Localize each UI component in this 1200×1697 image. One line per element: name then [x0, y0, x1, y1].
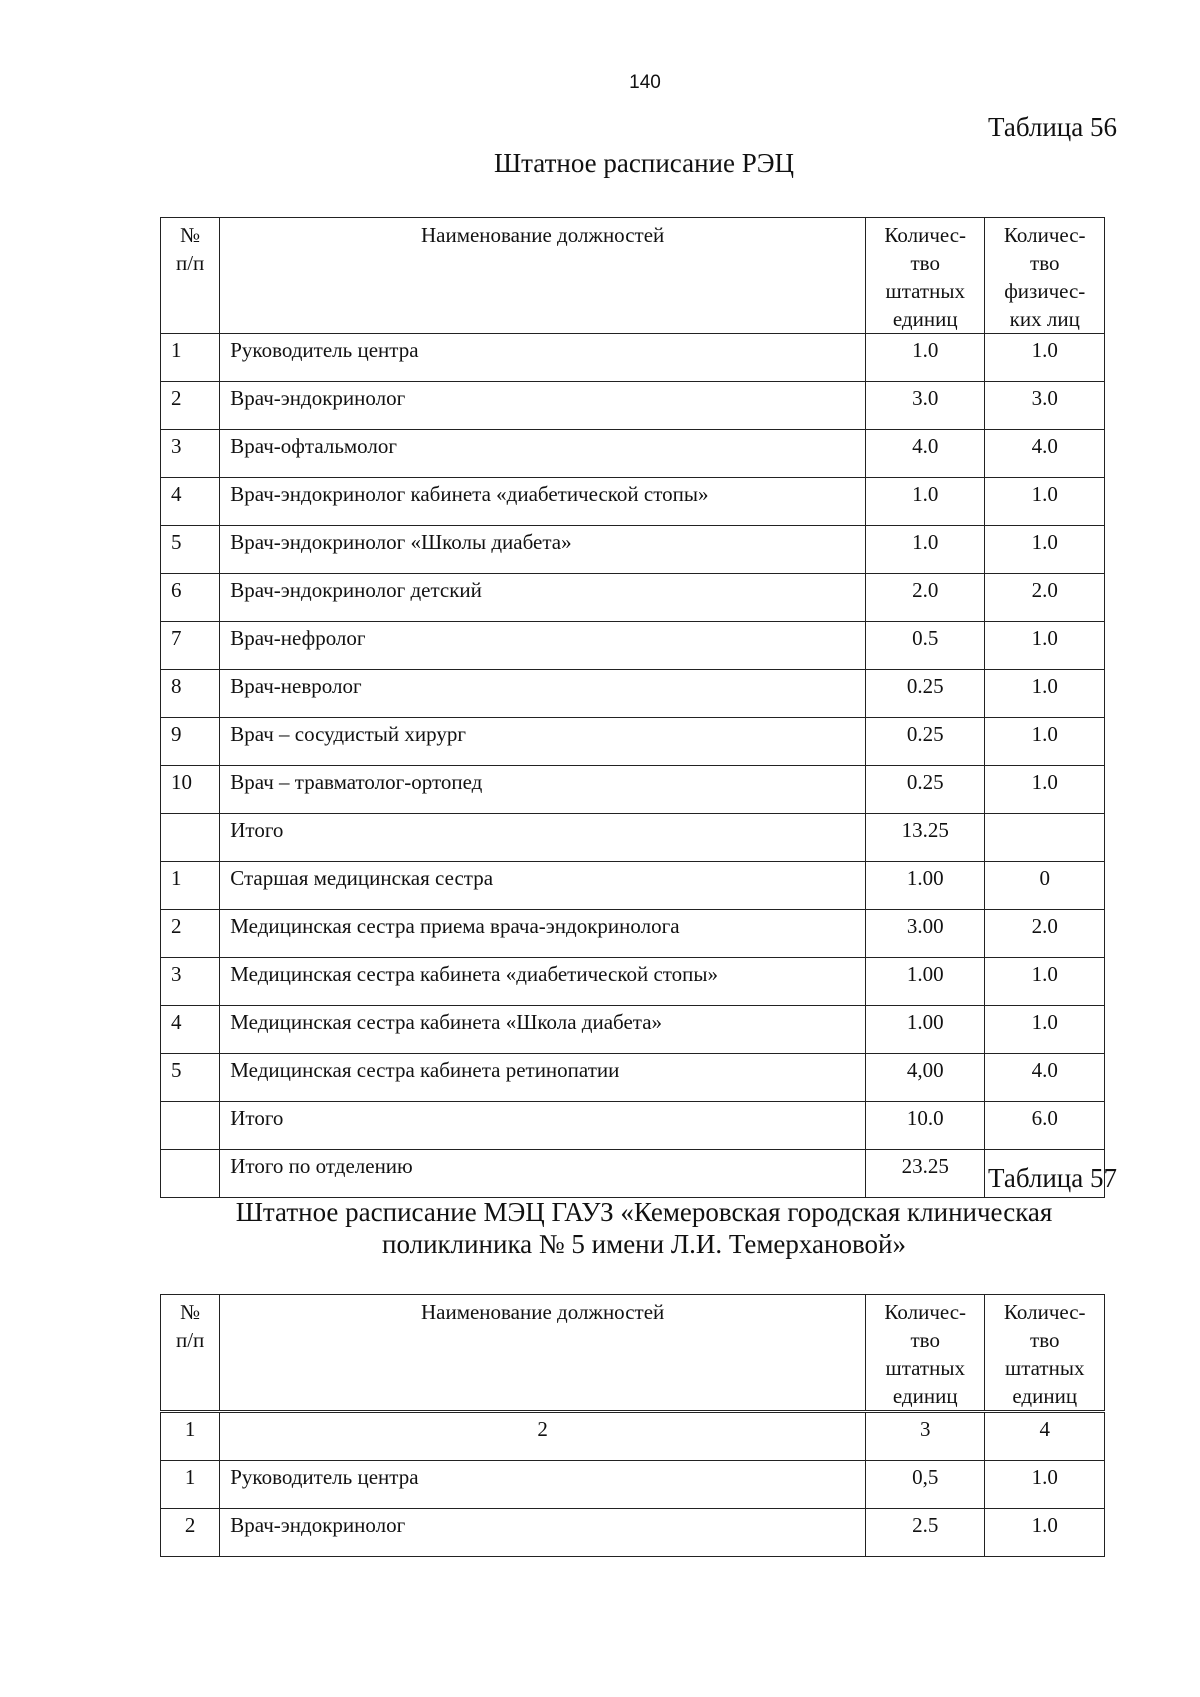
header-line: единиц — [1012, 1384, 1078, 1408]
table-57-title-line: Штатное расписание МЭЦ ГАУЗ «Кемеровская городская клиническая — [235, 1197, 1053, 1227]
row-name: Итого — [220, 1102, 866, 1150]
header-staff-units-2 — [985, 1295, 1105, 1412]
row-name: Врач-эндокринолог кабинета «диабетической стопы» — [220, 478, 866, 526]
column-number-row — [161, 1412, 1105, 1461]
table-row-subtotal — [161, 1102, 1105, 1150]
header-name: Наименование должностей — [220, 218, 866, 334]
row-physical-persons: 1.0 — [985, 622, 1105, 670]
table-header-row — [161, 1295, 1105, 1412]
row-name: Врач-эндокринолог — [220, 1509, 866, 1557]
table-row — [161, 1054, 1105, 1102]
header-line: единиц — [892, 1384, 958, 1408]
table-row — [161, 910, 1105, 958]
table-row — [161, 1509, 1105, 1557]
table-56 — [160, 217, 1105, 1198]
table-row — [161, 574, 1105, 622]
header-line: единиц — [892, 307, 958, 331]
table-row — [161, 430, 1105, 478]
row-staff-units: 3.00 — [865, 910, 985, 958]
header-line: Количес- — [884, 223, 967, 247]
row-num — [161, 1150, 220, 1198]
table-row — [161, 382, 1105, 430]
table-row — [161, 622, 1105, 670]
row-physical-persons: 0 — [985, 862, 1105, 910]
row-physical-persons: 4.0 — [985, 430, 1105, 478]
table-row — [161, 862, 1105, 910]
header-line: штатных — [885, 279, 965, 303]
table-row — [161, 718, 1105, 766]
table-row — [161, 526, 1105, 574]
row-name: Врач-нефролог — [220, 622, 866, 670]
row-name: Медицинская сестра кабинета «диабетической стопы» — [220, 958, 866, 1006]
row-num: 3 — [161, 430, 220, 478]
row-staff-units: 0.25 — [865, 670, 985, 718]
header-line: ких лиц — [1009, 307, 1080, 331]
row-physical-persons: 1.0 — [985, 334, 1105, 382]
table-57 — [160, 1294, 1105, 1557]
header-line: Количес- — [1003, 1300, 1086, 1324]
header-num-line: п/п — [175, 251, 205, 275]
row-staff-units: 1.0 — [865, 478, 985, 526]
header-staff-units — [865, 218, 985, 334]
row-physical-persons — [985, 814, 1105, 862]
row-num: 10 — [161, 766, 220, 814]
table-56-title: Штатное расписание РЭЦ — [493, 148, 795, 178]
table-row — [161, 478, 1105, 526]
row-staff-units: 0.25 — [865, 718, 985, 766]
row-staff-units: 1.00 — [865, 958, 985, 1006]
row-staff-units: 10.0 — [865, 1102, 985, 1150]
row-staff-units: 1.0 — [865, 526, 985, 574]
row-physical-persons: 1.0 — [985, 1006, 1105, 1054]
column-number: 2 — [220, 1412, 866, 1461]
table-row-total — [161, 1150, 1105, 1198]
header-line: штатных — [885, 1356, 965, 1380]
table-row — [161, 958, 1105, 1006]
row-num: 1 — [161, 862, 220, 910]
row-num: 5 — [161, 526, 220, 574]
row-physical-persons: 1.0 — [985, 526, 1105, 574]
row-name: Врач-эндокринолог — [220, 382, 866, 430]
row-num: 2 — [161, 910, 220, 958]
row-name: Медицинская сестра приема врача-эндокринолога — [220, 910, 866, 958]
row-staff-units-2: 1.0 — [985, 1509, 1105, 1557]
header-line: физичес- — [1004, 279, 1086, 303]
table-row — [161, 670, 1105, 718]
row-name: Итого по отделению — [220, 1150, 866, 1198]
table-header-row — [161, 218, 1105, 334]
row-num: 3 — [161, 958, 220, 1006]
table-57-label: Таблица 57 — [988, 1163, 1117, 1193]
row-staff-units: 3.0 — [865, 382, 985, 430]
row-name: Врач-офтальмолог — [220, 430, 866, 478]
header-num-line: № — [180, 1300, 201, 1324]
row-num: 6 — [161, 574, 220, 622]
row-name: Старшая медицинская сестра — [220, 862, 866, 910]
row-name: Руководитель центра — [220, 1461, 866, 1509]
row-staff-units: 1.00 — [865, 1006, 985, 1054]
row-name: Врач-невролог — [220, 670, 866, 718]
row-name: Итого — [220, 814, 866, 862]
row-num: 5 — [161, 1054, 220, 1102]
row-staff-units: 2.0 — [865, 574, 985, 622]
row-num: 7 — [161, 622, 220, 670]
page-number: 140 — [629, 72, 661, 93]
row-num — [161, 1102, 220, 1150]
row-num: 4 — [161, 478, 220, 526]
header-line: тво — [910, 251, 940, 275]
row-staff-units: 0.25 — [865, 766, 985, 814]
header-line: Количес- — [884, 1300, 967, 1324]
table-row-subtotal — [161, 814, 1105, 862]
row-staff-units: 23.25 — [865, 1150, 985, 1198]
row-name: Врач – травматолог-ортопед — [220, 766, 866, 814]
row-physical-persons: 2.0 — [985, 910, 1105, 958]
row-name: Руководитель центра — [220, 334, 866, 382]
table-57-title-line: поликлиника № 5 имени Л.И. Темерхановой» — [382, 1229, 906, 1259]
column-number: 1 — [161, 1412, 220, 1461]
header-physical-persons — [985, 218, 1105, 334]
header-line: Количес- — [1003, 223, 1086, 247]
row-name: Врач-эндокринолог детский — [220, 574, 866, 622]
row-num: 4 — [161, 1006, 220, 1054]
row-staff-units-2: 1.0 — [985, 1461, 1105, 1509]
row-staff-units: 2.5 — [865, 1509, 985, 1557]
row-num — [161, 814, 220, 862]
row-staff-units: 4.0 — [865, 430, 985, 478]
row-staff-units: 4,00 — [865, 1054, 985, 1102]
header-line: тво — [1030, 1328, 1060, 1352]
header-num — [161, 1295, 220, 1412]
row-physical-persons: 1.0 — [985, 478, 1105, 526]
row-num: 8 — [161, 670, 220, 718]
row-staff-units: 0,5 — [865, 1461, 985, 1509]
row-physical-persons: 6.0 — [985, 1102, 1105, 1150]
header-num — [161, 218, 220, 334]
row-num: 9 — [161, 718, 220, 766]
row-staff-units: 1.0 — [865, 334, 985, 382]
row-num: 2 — [161, 1509, 220, 1557]
row-name: Врач – сосудистый хирург — [220, 718, 866, 766]
table-57-title — [160, 1196, 1128, 1260]
column-number: 4 — [985, 1412, 1105, 1461]
row-physical-persons: 1.0 — [985, 766, 1105, 814]
row-num: 1 — [161, 334, 220, 382]
row-num: 2 — [161, 382, 220, 430]
header-num-line: № — [180, 223, 201, 247]
row-physical-persons: 3.0 — [985, 382, 1105, 430]
row-num: 1 — [161, 1461, 220, 1509]
row-name: Медицинская сестра кабинета ретинопатии — [220, 1054, 866, 1102]
table-row — [161, 1461, 1105, 1509]
header-line: тво — [910, 1328, 940, 1352]
header-num-line: п/п — [175, 1328, 205, 1352]
header-staff-units — [865, 1295, 985, 1412]
header-name: Наименование должностей — [220, 1295, 866, 1412]
table-row — [161, 334, 1105, 382]
row-staff-units: 0.5 — [865, 622, 985, 670]
row-physical-persons: 1.0 — [985, 670, 1105, 718]
row-name: Врач-эндокринолог «Школы диабета» — [220, 526, 866, 574]
table-row — [161, 766, 1105, 814]
row-physical-persons: 4.0 — [985, 1054, 1105, 1102]
header-line: штатных — [1005, 1356, 1085, 1380]
header-line: тво — [1030, 251, 1060, 275]
row-staff-units: 13.25 — [865, 814, 985, 862]
column-number: 3 — [865, 1412, 985, 1461]
row-physical-persons: 1.0 — [985, 718, 1105, 766]
table-row — [161, 1006, 1105, 1054]
row-physical-persons: 1.0 — [985, 958, 1105, 1006]
table-56-label: Таблица 56 — [988, 112, 1117, 142]
row-physical-persons: 2.0 — [985, 574, 1105, 622]
row-name: Медицинская сестра кабинета «Школа диабета» — [220, 1006, 866, 1054]
row-staff-units: 1.00 — [865, 862, 985, 910]
